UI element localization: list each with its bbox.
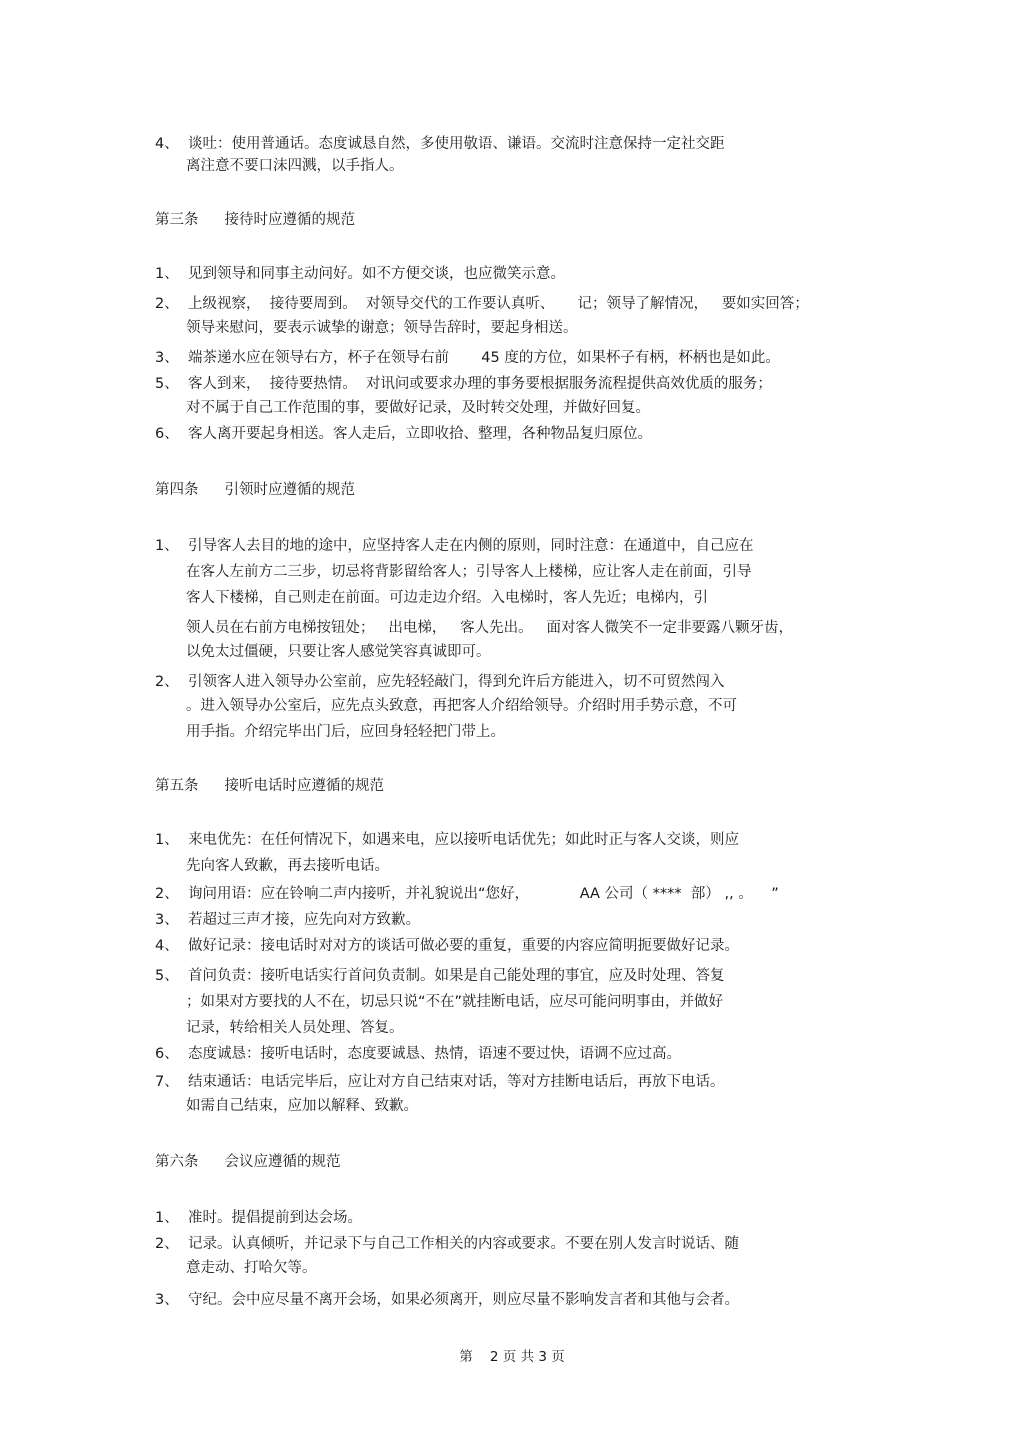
item-number: 3、: [155, 1292, 179, 1308]
item-text-line: 结束通话：电话完毕后，应让对方自己结束对话，等对方挂断电话后，再放下电话。: [188, 1074, 725, 1090]
item-text-line: 客人到来， 接待要热情。 对讯问或要求办理的事务要根据服务流程提供高效优质的服务；: [188, 376, 772, 392]
item-text-line: 端茶递水应在领导右方，杯子在领导右前 45 度的方位，如果杯子有柄，杯柄也是如此。: [188, 350, 780, 366]
section-title: 会议应遵循的规范: [224, 1154, 341, 1170]
item-text-line: 意走动、打哈欠等。: [186, 1260, 317, 1276]
section-heading: [155, 480, 355, 500]
section-label: 第六条: [155, 1154, 199, 1170]
item-text-line: 引领客人进入领导办公室前，应先轻轻敲门，得到允许后方能进入，切不可贸然闯入: [188, 674, 725, 690]
item-text-line: 。进入领导办公室后，应先点头致意，再把客人介绍给领导。介绍时用手势示意，不可: [186, 698, 737, 714]
item-text-line: 做好记录：接电话时对对方的谈话可做必要的重复，重要的内容应简明扼要做好记录。: [188, 938, 739, 954]
section-heading: [155, 210, 355, 230]
item-number: 2、: [155, 674, 179, 690]
item-text-line: ；如果对方要找的人不在，切忌只说“不在”就挂断电话，应尽可能问明事由，并做好: [186, 994, 724, 1010]
item-text-line: 以免太过僵硬，只要让客人感觉笑容真诚即可。: [186, 644, 491, 660]
item-number: 6、: [155, 426, 179, 442]
item-text-line: 谈吐：使用普通话。态度诚恳自然，多使用敬语、谦语。交流时注意保持一定社交距: [188, 136, 725, 152]
item-text-line: 客人离开要起身相送。客人走后，立即收拾、整理，各种物品复归原位。: [188, 426, 652, 442]
item-number: 1、: [155, 832, 179, 848]
item-number: 3、: [155, 912, 179, 928]
item-text-line: 来电优先：在任何情况下，如遇来电，应以接听电话优先；如此时正与客人交谈，则应: [188, 832, 739, 848]
item-number: 2、: [155, 296, 179, 312]
item-text-line: 首问负责：接听电话实行首问负责制。如果是自己能处理的事宜，应及时处理、答复: [188, 968, 725, 984]
section-title: 引领时应遵循的规范: [224, 482, 355, 498]
item-text-line: 若超过三声才接，应先向对方致歉。: [188, 912, 420, 928]
item-text-line: 领导来慰问，要表示诚挚的谢意；领导告辞时，要起身相送。: [186, 320, 578, 336]
section-title: 接待时应遵循的规范: [224, 212, 355, 228]
page-footer: 第 2 页 共 3 页: [459, 1349, 565, 1365]
item-number: 4、: [155, 938, 179, 954]
item-number: 7、: [155, 1074, 179, 1090]
item-text-line: 询问用语：应在铃响二声内接听，并礼貌说出“您好， AA 公司（ **** 部） ,, 。 ”: [188, 886, 779, 902]
item-text-line: 见到领导和同事主动问好。如不方便交谈，也应微笑示意。: [188, 266, 565, 282]
item-text-line: 引导客人去目的地的途中，应坚持客人走在内侧的原则，同时注意：在通道中，自己应在: [188, 538, 754, 554]
item-number: 5、: [155, 376, 179, 392]
item-number: 5、: [155, 968, 179, 984]
item-number: 2、: [155, 1236, 179, 1252]
section-label: 第三条: [155, 212, 199, 228]
item-number: 1、: [155, 266, 179, 282]
item-text-line: 态度诚恳：接听电话时，态度要诚恳、热情，语速不要过快，语调不应过高。: [188, 1046, 681, 1062]
item-text-line: 先向客人致歉，再去接听电话。: [186, 858, 389, 874]
item-text-line: 对不属于自己工作范围的事，要做好记录，及时转交处理，并做好回复。: [186, 400, 650, 416]
item-text-line: 离注意不要口沫四溅，以手指人。: [186, 158, 404, 174]
item-number: 3、: [155, 350, 179, 366]
item-text-line: 如需自己结束，应加以解释、致歉。: [186, 1098, 418, 1114]
item-text-line: 记录，转给相关人员处理、答复。: [186, 1020, 404, 1036]
section-label: 第四条: [155, 482, 199, 498]
item-number: 1、: [155, 538, 179, 554]
section-heading: [155, 776, 384, 796]
item-number: 4、: [155, 136, 179, 152]
item-text-line: 在客人左前方二三步，切忌将背影留给客人；引导客人上楼梯，应让客人走在前面，引导: [186, 564, 752, 580]
section-title: 接听电话时应遵循的规范: [224, 778, 384, 794]
item-text-line: 客人下楼梯，自己则走在前面。可边走边介绍。入电梯时，客人先近；电梯内，引: [186, 590, 708, 606]
section-label: 第五条: [155, 778, 199, 794]
section-heading: [155, 1152, 341, 1172]
item-number: 2、: [155, 886, 179, 902]
item-text-line: 准时。提倡提前到达会场。: [188, 1210, 362, 1226]
item-text-line: 用手指。介绍完毕出门后，应回身轻轻把门带上。: [186, 724, 505, 740]
item-text-line: 领人员在右前方电梯按钮处； 出电梯， 客人先出。 面对客人微笑不一定非要露八颗牙齿，: [186, 620, 793, 636]
item-number: 1、: [155, 1210, 179, 1226]
item-text-line: 记录。认真倾听，并记录下与自己工作相关的内容或要求。不要在别人发言时说话、随: [188, 1236, 739, 1252]
item-text-line: 上级视察， 接待要周到。 对领导交代的工作要认真听、 记；领导了解情况， 要如实回答；: [188, 296, 809, 312]
item-text-line: 守纪。会中应尽量不离开会场，如果必须离开，则应尽量不影响发言者和其他与会者。: [188, 1292, 739, 1308]
item-number: 6、: [155, 1046, 179, 1062]
